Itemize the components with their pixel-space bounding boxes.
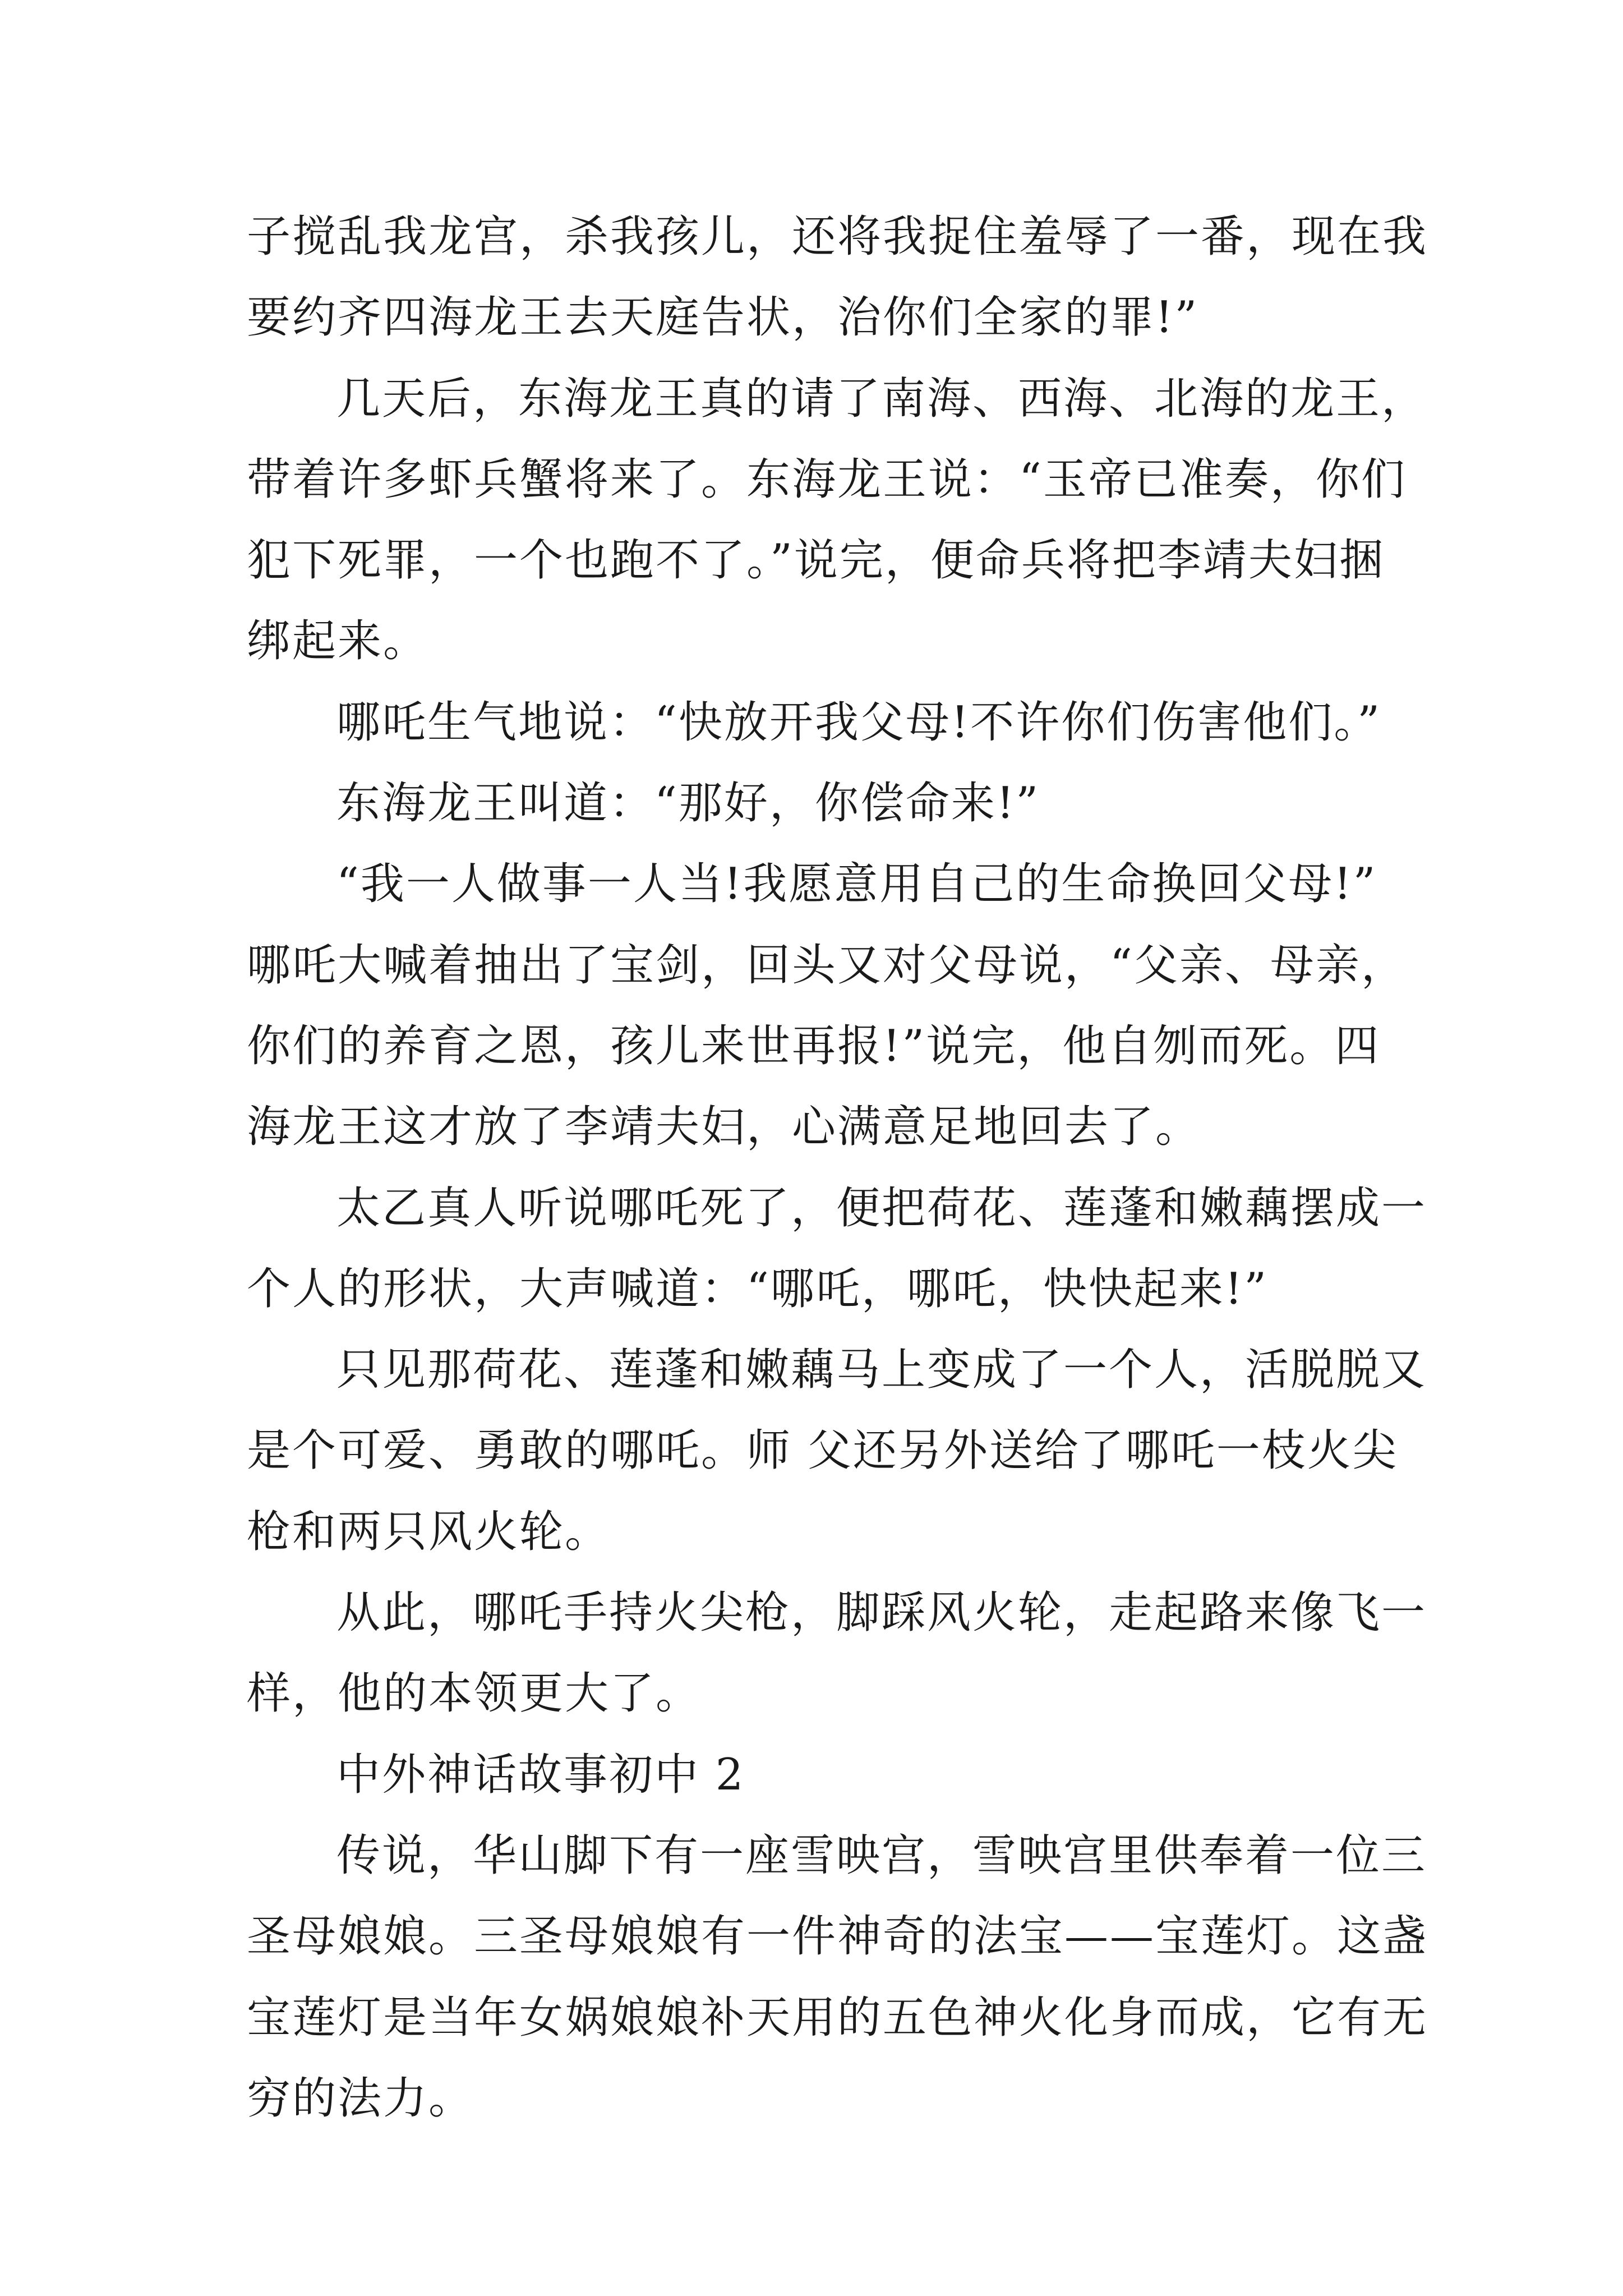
text-line: 几天后，东海龙王真的请了南海、西海、北海的龙王， xyxy=(336,373,1427,424)
text-line: 绑起来。 xyxy=(247,616,429,667)
text-line: 圣母娘娘。三圣母娘娘有一件神奇的法宝——宝莲灯。这盏 xyxy=(247,1911,1428,1962)
text-line: 子搅乱我龙宫，杀我孩儿，还将我捉住羞辱了一番，现在我 xyxy=(247,211,1428,262)
text-line: 宝莲灯是当年女娲娘娘补天用的五色神火化身而成，它有无 xyxy=(247,1992,1428,2043)
text-line: 哪吒生气地说：“快放开我父母!不许你们伤害他们。” xyxy=(336,697,1382,748)
text-line: 你们的养育之恩，孩儿来世再报!”说完，他自刎而死。四 xyxy=(247,1020,1381,1071)
text-line: 是个可爱、勇敢的哪吒。师 父还另外送给了哪吒一枝火尖 xyxy=(247,1425,1398,1476)
document-body xyxy=(247,196,1428,2139)
text-line: 个人的形状，大声喊道：“哪吒，哪吒，快快起来!” xyxy=(247,1263,1269,1314)
text-line: 传说，华山脚下有一座雪映宫，雪映宫里供奉着一位三 xyxy=(336,1830,1427,1881)
text-line: 穷的法力。 xyxy=(247,2073,474,2124)
text-line: 哪吒大喊着抽出了宝剑，回头又对父母说，“父亲、母亲， xyxy=(247,940,1407,991)
text-line: 要约齐四海龙王去天庭告状，治你们全家的罪!” xyxy=(247,292,1199,343)
text-line: 东海龙王叫道：“那好，你偿命来!” xyxy=(336,778,1040,829)
text-line: 只见那荷花、莲蓬和嫩藕马上变成了一个人，活脱脱又 xyxy=(336,1345,1427,1396)
text-line: 样，他的本领更大了。 xyxy=(247,1668,702,1719)
text-line: 从此，哪吒手持火尖枪，脚踩风火轮，走起路来像飞一 xyxy=(336,1588,1427,1639)
text-line: 枪和两只风火轮。 xyxy=(247,1506,611,1557)
text-line: “我一人做事一人当!我愿意用自己的生命换回父母!” xyxy=(336,859,1377,910)
text-line: 太乙真人听说哪吒死了，便把荷花、莲蓬和嫩藕摆成一 xyxy=(336,1182,1427,1234)
text-line: 犯下死罪，一个也跑不了。”说完，便命兵将把李靖夫妇捆 xyxy=(247,535,1385,586)
text-line: 带着许多虾兵蟹将来了。东海龙王说：“玉帝已准奏，你们 xyxy=(247,454,1407,505)
text-line: 中外神话故事初中 2 xyxy=(336,1749,745,1800)
text-line: 海龙王这才放了李靖夫妇，心满意足地回去了。 xyxy=(247,1102,1201,1153)
